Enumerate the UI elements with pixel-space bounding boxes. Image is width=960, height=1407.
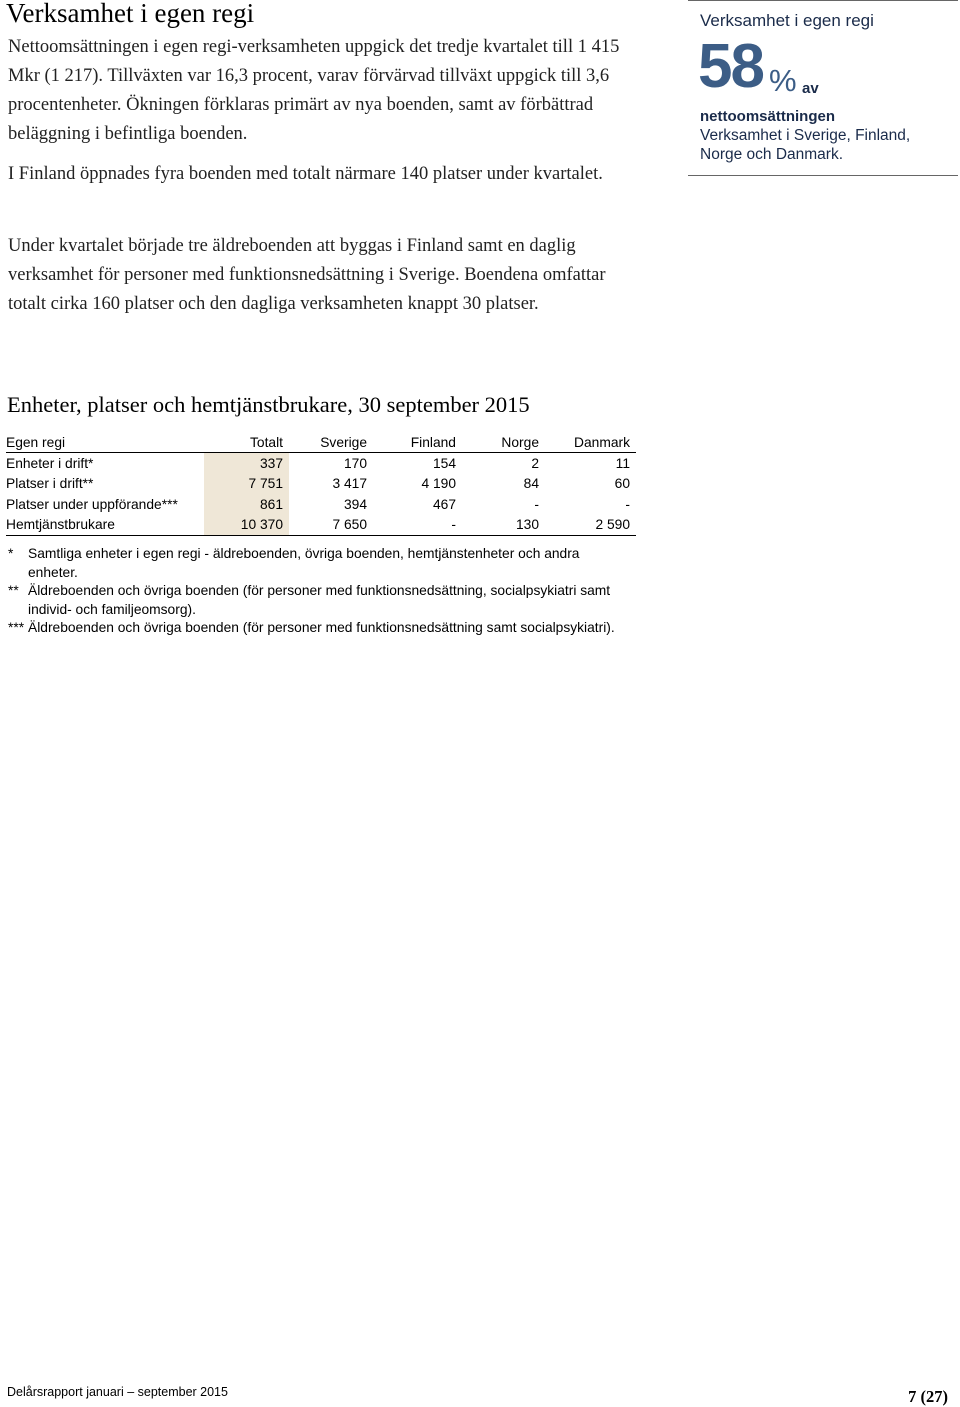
cell-sverige: 170: [343, 455, 367, 471]
key-figure-percent: %: [769, 63, 797, 98]
cell-totalt: 861: [204, 494, 289, 515]
table-row: [6, 453, 636, 474]
table-title: Enheter, platser och hemtjänstbrukare, 30 september 2015: [7, 392, 530, 417]
paragraph-finland-openings: I Finland öppnades fyra boenden med totalt närmare 140 platser under kvartalet.: [8, 164, 603, 184]
table-footnotes: [8, 545, 633, 638]
paragraph-construction: Under kvartalet började tre äldreboenden att byggas i Finland samt en daglig verksamhet för personer med funktionsnedsättning i Sverige. Boendena omfattar totalt cirka 160 platser och den dagliga verksamheten knappt 30 platser.: [8, 236, 606, 314]
key-figure-description: Verksamhet i Sverige, Finland, Norge och Danmark.: [700, 127, 911, 163]
key-figure-av: av: [802, 80, 819, 97]
key-figure-number: 58: [698, 32, 763, 101]
footer-report-title: Delårsrapport januari – september 2015: [7, 1385, 228, 1399]
cell-danmark: 60: [614, 476, 630, 492]
footnote-text: Samtliga enheter i egen regi - äldreboenden, övriga boenden, hemtjänstenheter och andra enheter.: [28, 546, 580, 580]
footnote-text: Äldreboenden och övriga boenden (för personer med funktionsnedsättning samt socialpsykiatri).: [28, 620, 615, 635]
cell-sverige: 7 650: [332, 517, 367, 533]
cell-finland: -: [451, 517, 456, 533]
cell-danmark: 11: [615, 455, 630, 471]
footnote-mark: **: [8, 583, 19, 598]
header-finland: Finland: [410, 434, 456, 450]
cell-finland: 467: [432, 496, 456, 512]
row-label: Enheter i drift*: [6, 455, 94, 471]
header-sverige: Sverige: [320, 434, 367, 450]
cell-norge: -: [534, 496, 539, 512]
table-header-row: [6, 432, 636, 453]
cell-danmark: 2 590: [595, 517, 630, 533]
footnote-mark: *: [8, 546, 14, 561]
footnote: [8, 582, 633, 619]
footnote: [8, 619, 633, 638]
footnote: [8, 545, 633, 582]
paragraph-net-sales: Nettoomsättningen i egen regi-verksamheten uppgick det tredje kvartalet till 1 415 Mkr (1 217). Tillväxten var 16,3 procent, varav förvärvad tillväxt uppgick till 3,6 procentenheter. Ökningen förklaras primärt av nya boenden, samt av förbättrad beläggning i befintliga boenden.: [8, 37, 620, 144]
cell-norge: 2: [531, 455, 539, 471]
table-row: [6, 515, 636, 536]
row-label: Hemtjänstbrukare: [6, 517, 115, 533]
box-top-rule: [688, 0, 958, 1]
cell-sverige: 394: [343, 496, 367, 512]
cell-totalt: 337: [204, 453, 289, 474]
cell-sverige: 3 417: [332, 476, 367, 492]
cell-totalt: 7 751: [204, 474, 289, 495]
key-figure-title: Verksamhet i egen regi: [700, 11, 874, 30]
header-totalt: Totalt: [250, 434, 283, 450]
table-row: [6, 474, 636, 495]
footer-page-number: 7 (27): [908, 1387, 948, 1406]
key-figure-box: [688, 0, 958, 176]
cell-norge: 130: [515, 517, 539, 533]
page-heading: Verksamhet i egen regi: [6, 0, 255, 28]
cell-danmark: -: [625, 496, 630, 512]
footnote-mark: ***: [8, 620, 25, 635]
cell-finland: 4 190: [421, 476, 456, 492]
row-label: Platser under uppförande***: [6, 496, 178, 512]
key-figure-label: nettoomsättningen: [700, 108, 835, 125]
header-egen-regi: Egen regi: [6, 434, 66, 450]
footnote-text: Äldreboenden och övriga boenden (för personer med funktionsnedsättning, socialpsykiatri samt individ- och familjeomsorg).: [28, 583, 611, 617]
row-label: Platser i drift**: [6, 476, 94, 492]
cell-finland: 154: [432, 455, 456, 471]
box-bottom-rule: [688, 175, 958, 176]
header-danmark: Danmark: [574, 434, 630, 450]
cell-norge: 84: [523, 476, 539, 492]
header-norge: Norge: [501, 434, 539, 450]
cell-totalt: 10 370: [204, 515, 289, 536]
table-row: [6, 494, 636, 515]
units-table: [6, 432, 636, 536]
